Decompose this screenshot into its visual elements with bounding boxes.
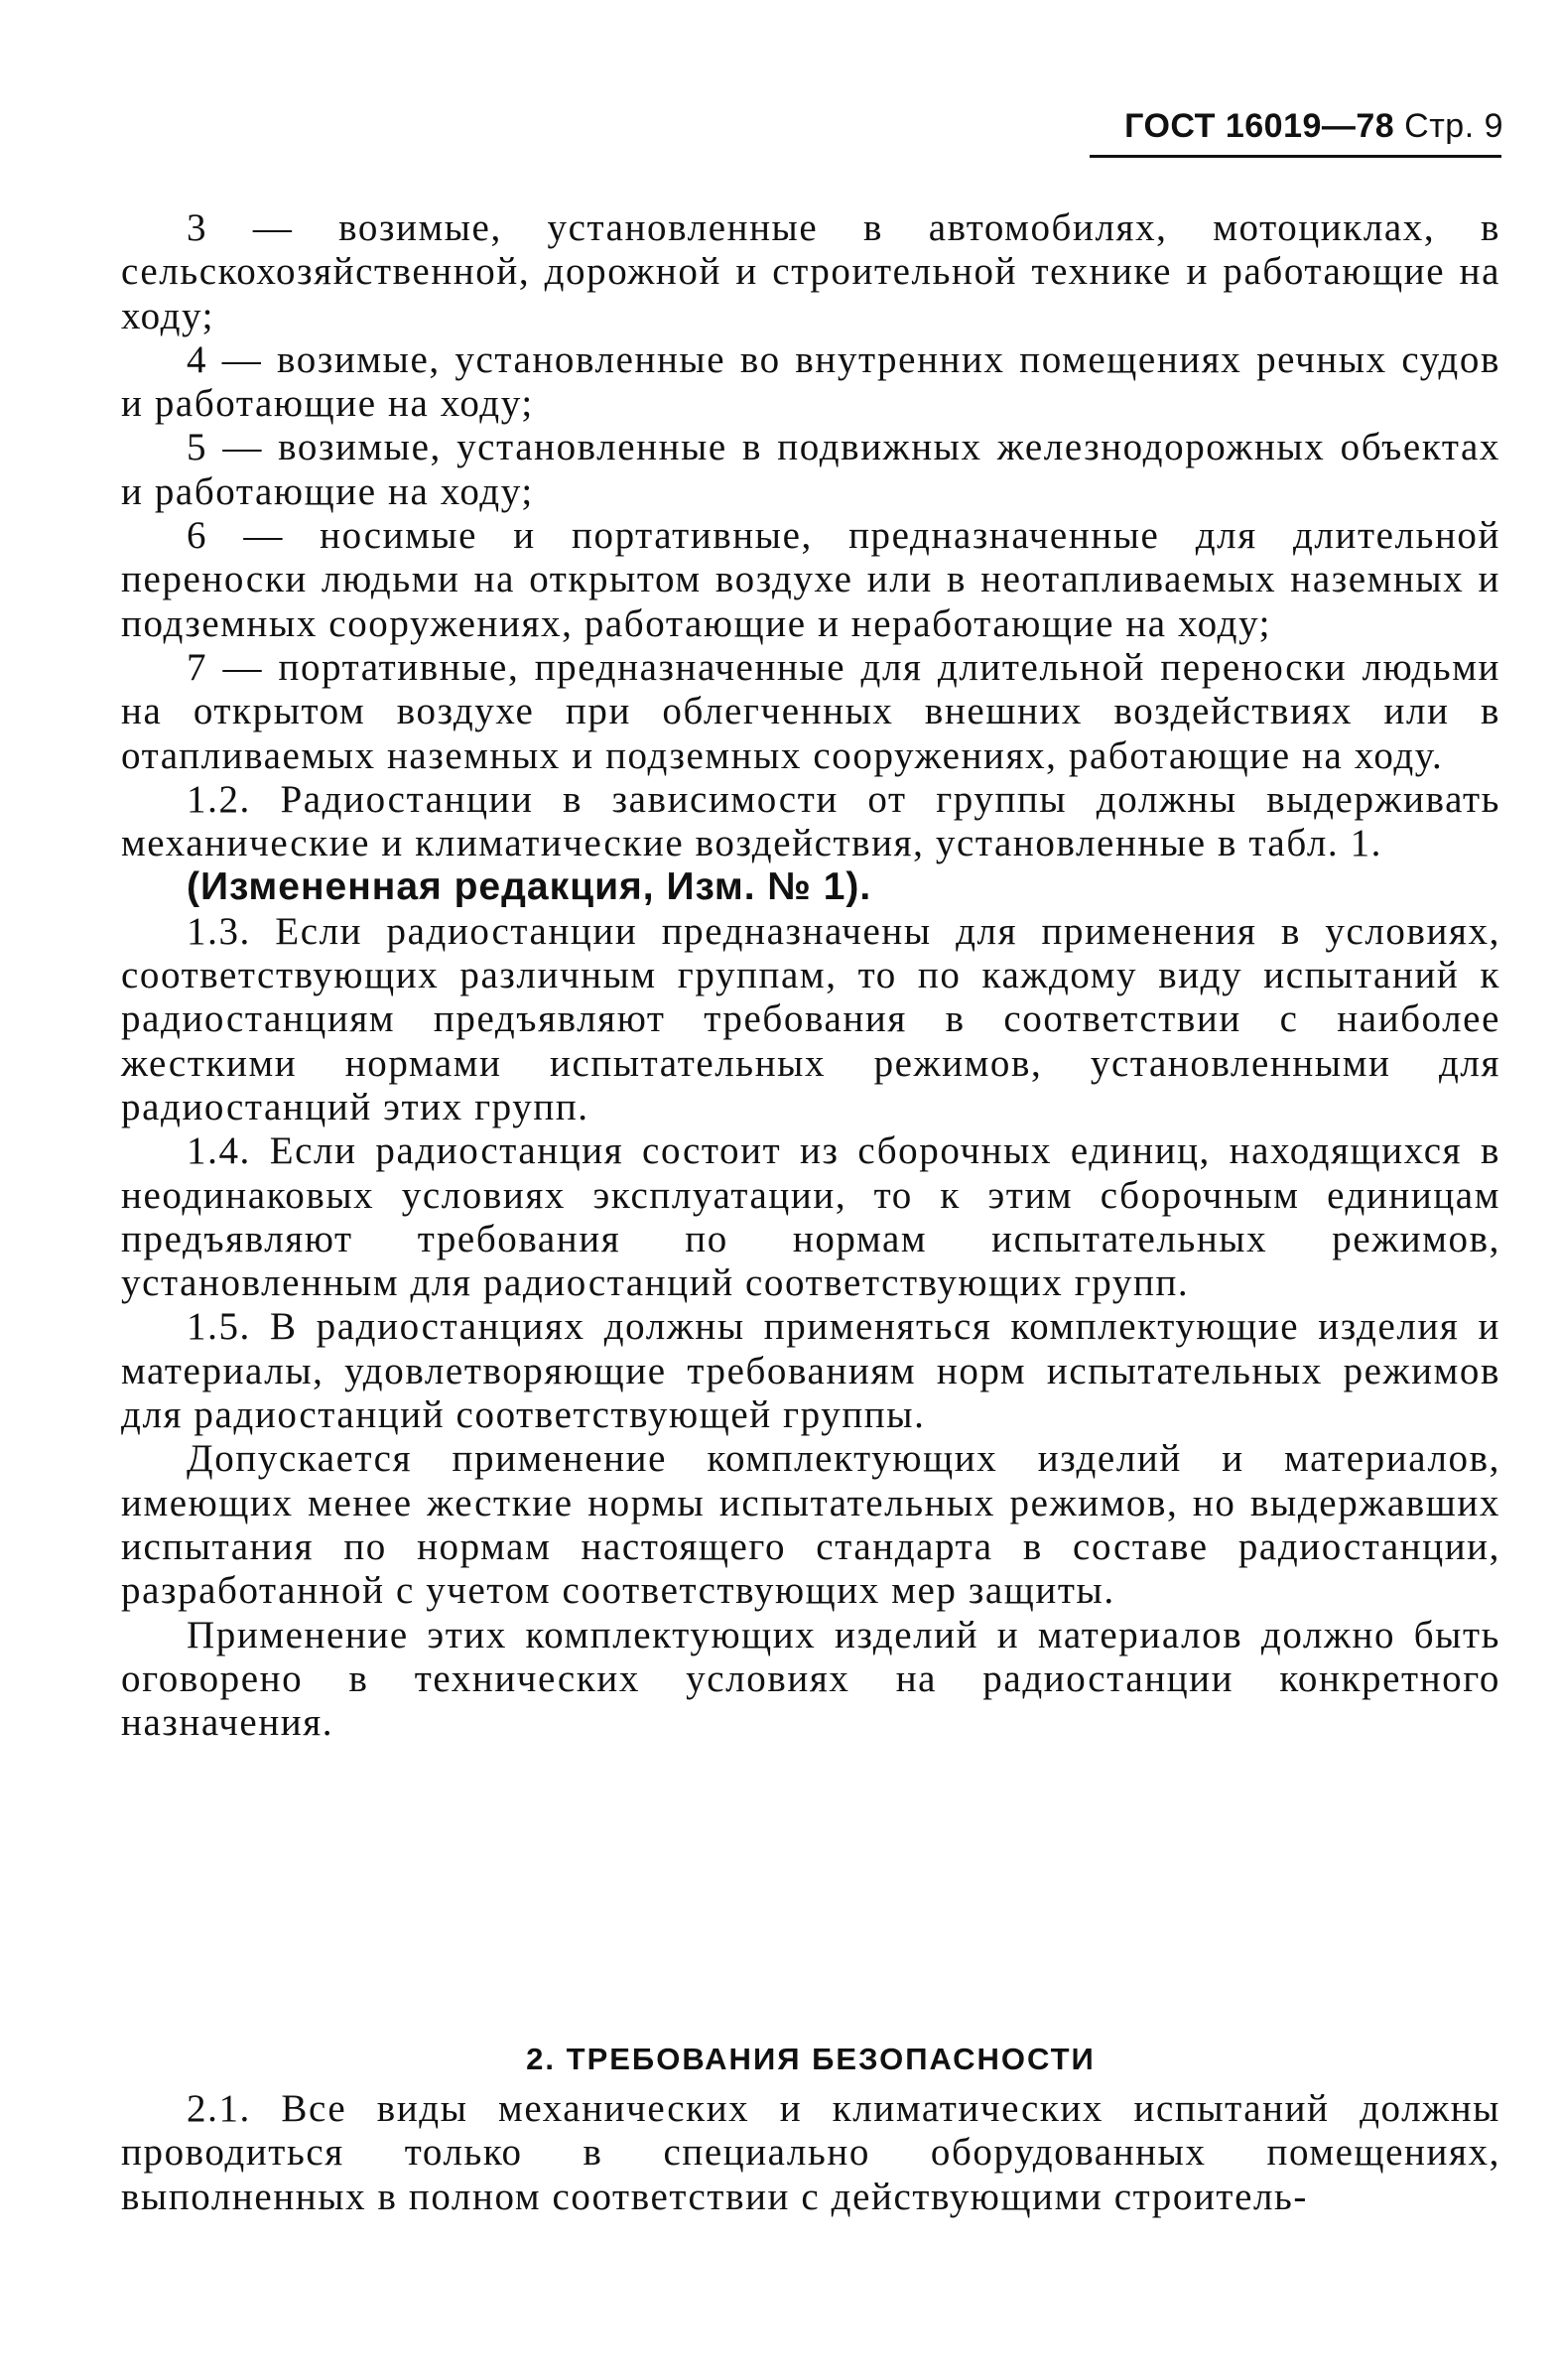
page-header: [992, 107, 1503, 146]
paragraph-group-5: 5 — возимые, установленные в подвижных железнодорожных объектах и работающие на ходу;: [121, 426, 1500, 513]
header-rule: [1090, 155, 1501, 158]
section-heading: 2. ТРЕБОВАНИЯ БЕЗОПАСНОСТИ: [526, 2042, 1096, 2076]
main-text: [121, 206, 1500, 1745]
clause-2-1: 2.1. Все виды механических и климатических испытаний должны проводиться только в специально оборудованных помещениях, выполненных в полном соответствии с действующими строитель-: [121, 2087, 1500, 2218]
page-number: Стр. 9: [1404, 107, 1503, 145]
clause-1-3: 1.3. Если радиостанции предназначены для применения в условиях, соответствующих различным группам, то по каждому виду испытаний к радиостанциям предъявляют требования в соответствии с наиболее жесткими нормами испытательных режимов, установленными для радиостанций этих групп.: [121, 909, 1500, 1128]
paragraph-group-4: 4 — возимые, установленные во внутренних помещениях речных судов и работающие на ходу;: [121, 337, 1500, 426]
standard-code: ГОСТ 16019—78: [1124, 107, 1395, 145]
amendment-note: [121, 865, 1500, 909]
paragraph-group-3: 3 — возимые, установленные в автомобилях, мотоциклах, в сельскохозяйственной, дорожной и строительной технике и работающие на ходу;: [121, 206, 1500, 337]
clause-1-2: 1.2. Радиостанции в зависимости от группы должны выдерживать механические и климатические воздействия, установленные в табл. 1.: [121, 777, 1500, 865]
amendment-note-text: (Измененная редакция, Изм. № 1).: [187, 865, 872, 909]
clause-1-5-allowance: Допускается применение комплектующих изделий и материалов, имеющих менее жесткие нормы испытательных режимов, но выдержавших испытания по нормам настоящего стандарта в составе радиостанции, разработанной с учетом соответствующих мер защиты.: [121, 1437, 1500, 1613]
section-text: [121, 2087, 1500, 2219]
clause-1-5: 1.5. В радиостанциях должны применяться комплектующие изделия и материалы, удовлетворяющие требованиям норм испытательных режимов для радиостанций соответствующей группы.: [121, 1305, 1500, 1437]
paragraph-group-6: 6 — носимые и портативные, предназначенные для длительной переноски людьми на открытом воздухе или в неотапливаемых наземных и подземных сооружениях, работающие и неработающие на ходу;: [121, 514, 1500, 645]
paragraph-group-7: 7 — портативные, предназначенные для длительной переноски людьми на открытом воздухе при облегченных внешних воздействиях или в отапливаемых наземных и подземных сооружениях, работающие на ходу.: [121, 645, 1500, 777]
clause-1-4: 1.4. Если радиостанция состоит из сборочных единиц, находящихся в неодинаковых условиях эксплуатации, то к этим сборочным единицам предъявляют требования по нормам испытательных режимов, установленным для радиостанций соответствующих групп.: [121, 1129, 1500, 1305]
clause-1-5-specification: Применение этих комплектующих изделий и материалов должно быть оговорено в технических условиях на радиостанции конкретного назначения.: [121, 1613, 1500, 1745]
